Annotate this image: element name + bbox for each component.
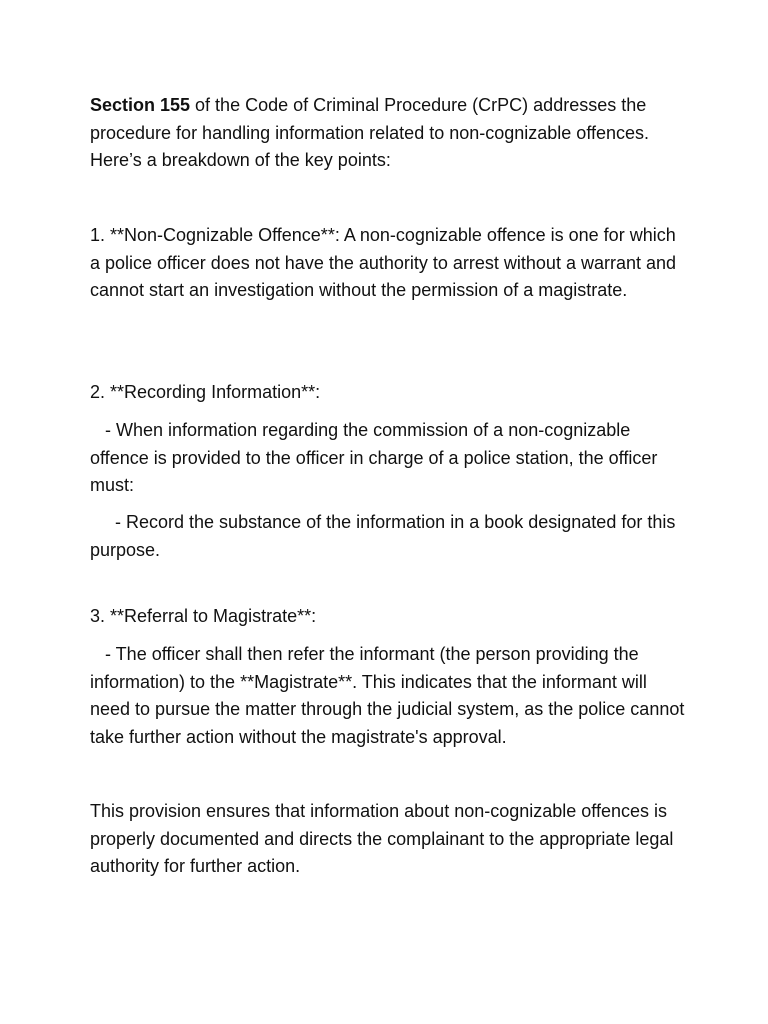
point-2-heading: 2. **Recording Information**: xyxy=(90,382,321,402)
conclusion-paragraph: This provision ensures that information about non-cognizable offences is properly documented and directs the complainant to the appropriate legal authority for further action. xyxy=(90,801,679,876)
point-3-heading: 3. **Referral to Magistrate**: xyxy=(90,606,317,626)
section-title: Section 155 xyxy=(90,95,191,115)
point-2-subpoint: - When information regarding the commission of a non-cognizable offence is provided to the officer in charge of a police station, the officer must: xyxy=(90,420,663,495)
point-3-subpoint: - The officer shall then refer the informant (the person providing the information) to the **Magistrate**. This indicates that the informant will need to pursue the matter through the judicial system, as the police cannot take further action without the magistrate's approval. xyxy=(90,644,690,747)
point-1-paragraph: 1. **Non-Cognizable Offence**: A non-cognizable offence is one for which a police officer does not have the authority to arrest without a warrant and cannot start an investigation without the permission of a magistrate. xyxy=(90,225,682,300)
point-2-nested-subpoint: - Record the substance of the information in a book designated for this purpose. xyxy=(90,512,681,560)
intro-paragraph xyxy=(90,92,690,175)
intro-text: of the Code of Criminal Procedure (CrPC) addresses the procedure for handling information related to non-cognizable offences. Here’s a breakdown of the key points: xyxy=(90,95,655,170)
